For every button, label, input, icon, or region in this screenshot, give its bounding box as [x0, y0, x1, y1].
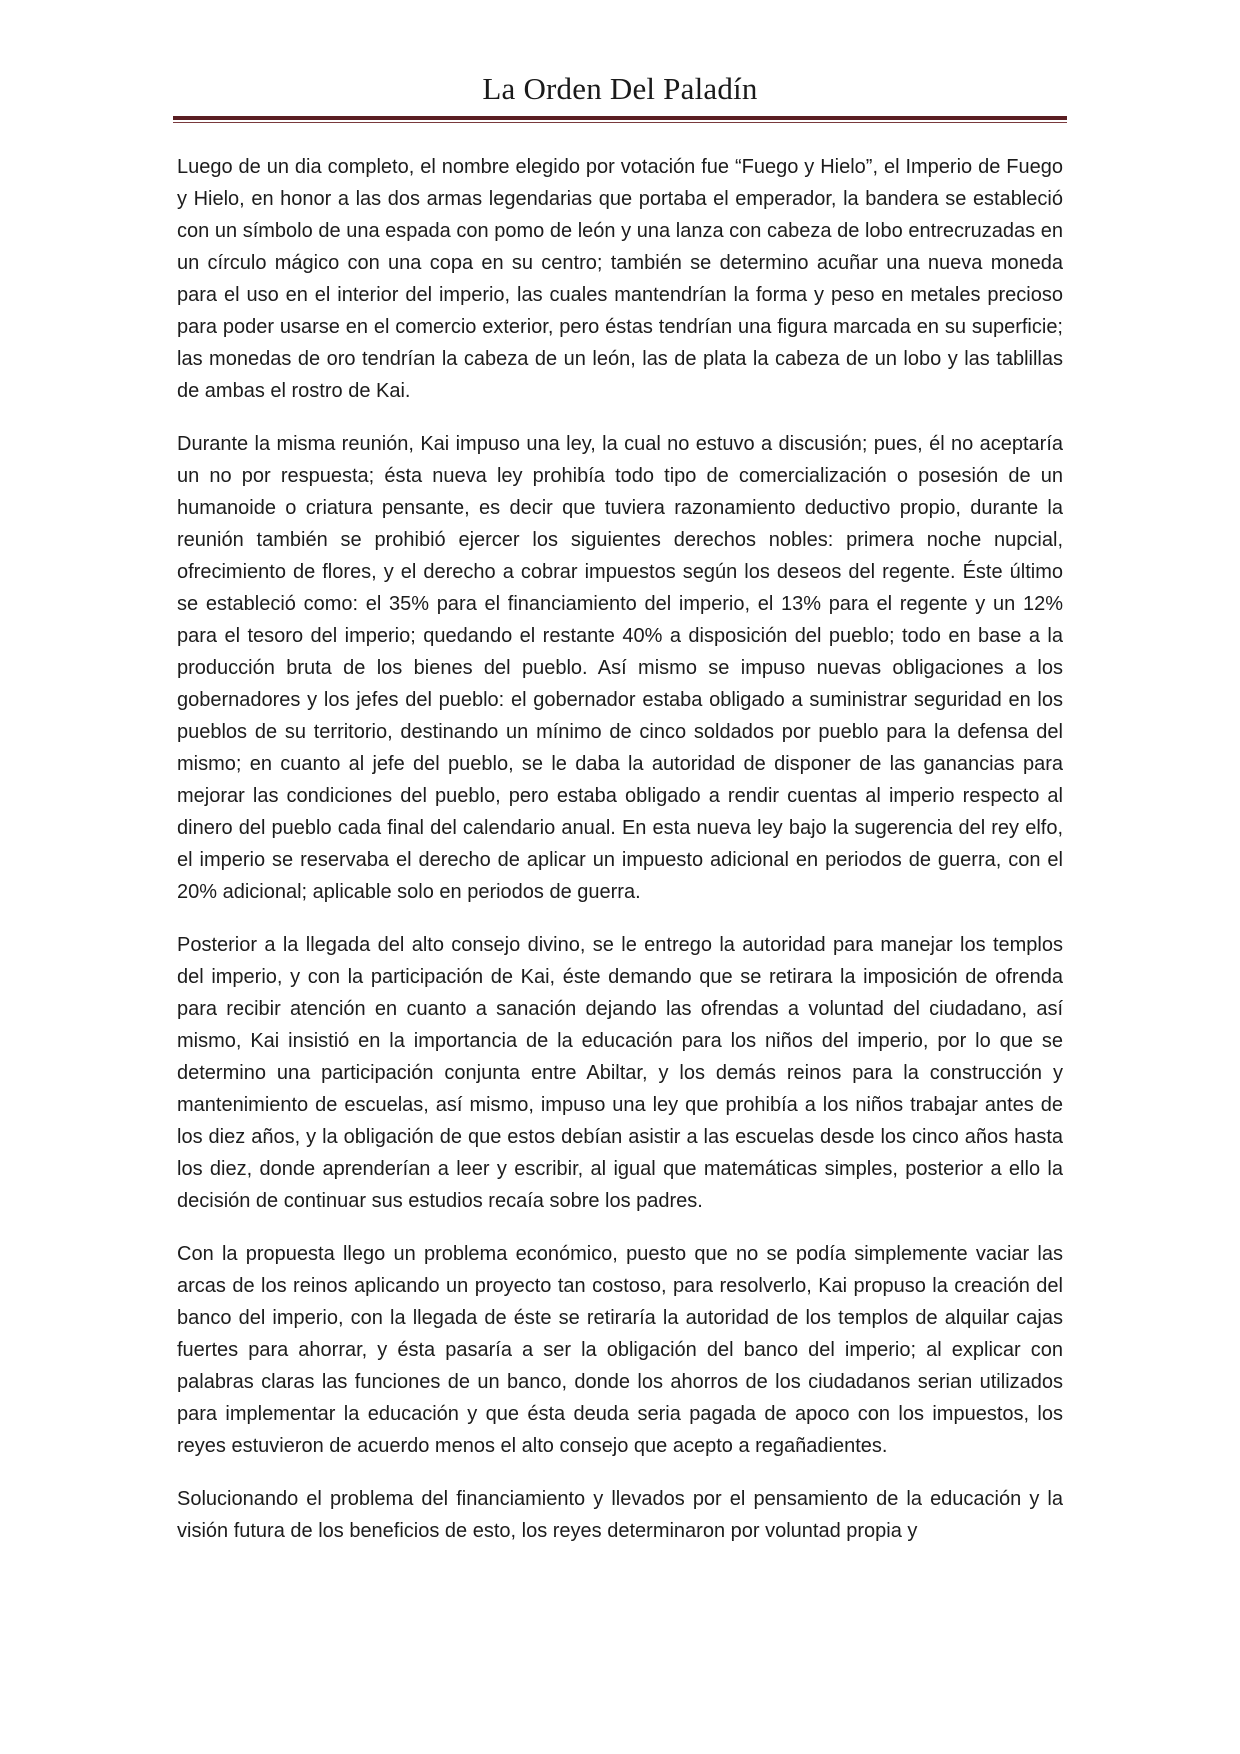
- header-rule-thin: [173, 122, 1067, 123]
- page-header: [173, 70, 1067, 107]
- paragraph: Luego de un dia completo, el nombre elegido por votación fue “Fuego y Hielo”, el Imperio de Fuego y Hielo, en honor a las dos armas legendarias que portaba el emperador, la bandera se estableció con un símbolo de una espada con pomo de león y una lanza con cabeza de lobo entrecruzadas en un círculo mágico con una copa en su centro; también se determino acuñar una nueva moneda para el uso en el interior del imperio, las cuales mantendrían la forma y peso en metales precioso para poder usarse en el comercio exterior, pero éstas tendrían una figura marcada en su superficie; las monedas de oro tendrían la cabeza de un león, las de plata la cabeza de un lobo y las tablillas de ambas el rostro de Kai.: [177, 156, 1063, 402]
- paragraph: Solucionando el problema del financiamiento y llevados por el pensamiento de la educación y la visión futura de los beneficios de esto, los reyes determinaron por voluntad propia y: [177, 1488, 1063, 1542]
- header-rule-thick: [173, 116, 1067, 120]
- paragraph: Posterior a la llegada del alto consejo divino, se le entrego la autoridad para manejar los templos del imperio, y con la participación de Kai, éste demando que se retirara la imposición de ofrenda para recibir atención en cuanto a sanación dejando las ofrendas a voluntad del ciudadano, así mismo, Kai insistió en la importancia de la educación para los niños del imperio, por lo que se determino una participación conjunta entre Abiltar, y los demás reinos para la construcción y mantenimiento de escuelas, así mismo, impuso una ley que prohibía a los niños trabajar antes de los diez años, y la obligación de que estos debían asistir a las escuelas desde los cinco años hasta los diez, donde aprenderían a leer y escribir, al igual que matemáticas simples, posterior a ello la decisión de continuar sus estudios recaía sobre los padres.: [177, 934, 1063, 1212]
- book-title: La Orden Del Paladín: [482, 71, 758, 106]
- paragraph: Con la propuesta llego un problema económico, puesto que no se podía simplemente vaciar las arcas de los reinos aplicando un proyecto tan costoso, para resolverlo, Kai propuso la creación del banco del imperio, con la llegada de éste se retiraría la autoridad de los templos de alquilar cajas fuertes para ahorrar, y ésta pasaría a ser la obligación del banco del imperio; al explicar con palabras claras las funciones de un banco, donde los ahorros de los ciudadanos serian utilizados para implementar la educación y que ésta deuda seria pagada de apoco con los impuestos, los reyes estuvieron de acuerdo menos el alto consejo que acepto a regañadientes.: [177, 1243, 1063, 1457]
- paragraph: Durante la misma reunión, Kai impuso una ley, la cual no estuvo a discusión; pues, él no aceptaría un no por respuesta; ésta nueva ley prohibía todo tipo de comercialización o posesión de un humanoide o criatura pensante, es decir que tuviera razonamiento deductivo propio, durante la reunión también se prohibió ejercer los siguientes derechos nobles: primera noche nupcial, ofrecimiento de flores, y el derecho a cobrar impuestos según los deseos del regente. Éste último se estableció como: el 35% para el financiamiento del imperio, el 13% para el regente y un 12% para el tesoro del imperio; quedando el restante 40% a disposición del pueblo; todo en base a la producción bruta de los bienes del pueblo. Así mismo se impuso nuevas obligaciones a los gobernadores y los jefes del pueblo: el gobernador estaba obligado a suministrar seguridad en los pueblos de su territorio, destinando un mínimo de cinco soldados por pueblo para la defensa del mismo; en cuanto al jefe del pueblo, se le daba la autoridad de disponer de las ganancias para mejorar las condiciones del pueblo, pero estaba obligado a rendir cuentas al imperio respecto al dinero del pueblo cada final del calendario anual. En esta nueva ley bajo la sugerencia del rey elfo, el imperio se reservaba el derecho de aplicar un impuesto adicional en periodos de guerra, con el 20% adicional; aplicable solo en periodos de guerra.: [177, 433, 1063, 903]
- body-text: [177, 151, 1063, 1568]
